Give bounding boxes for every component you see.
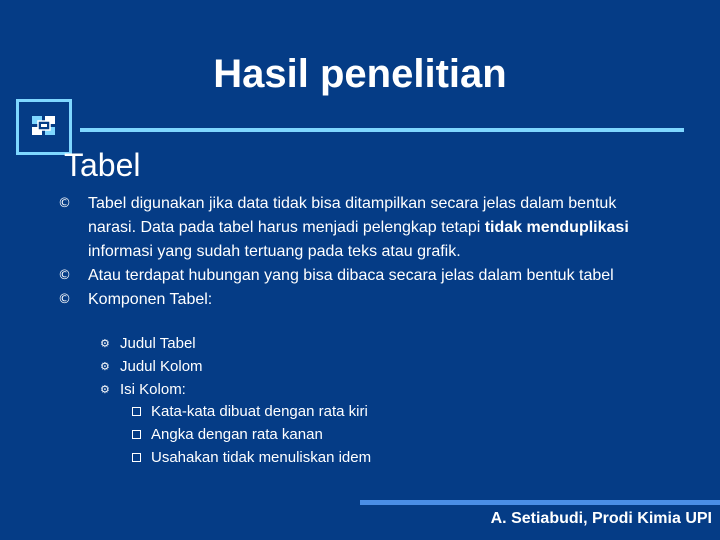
bullet-text: Atau terdapat hubungan yang bisa dibaca secara jelas dalam bentuk tabel (88, 267, 614, 284)
sub-bullet-text: Isi Kolom: (120, 381, 186, 398)
bullet-marker: © (58, 292, 71, 307)
sub-sub-bullet-item (130, 423, 530, 446)
slide-title: Hasil penelitian (213, 52, 507, 96)
sub-sub-bullet-text: Kata-kata dibuat dengan rata kiri (151, 403, 368, 420)
bullet-text-end: informasi yang sudah tertuang pada teks atau grafik. (88, 243, 461, 260)
bullet-marker: © (58, 196, 71, 211)
sub-sub-bullet-item (130, 400, 530, 423)
sub-bullet-item (100, 355, 600, 378)
square-bullet-icon (132, 453, 141, 462)
section-heading: Tabel (64, 147, 141, 183)
sub-sub-bullet-text: Angka dengan rata kanan (151, 426, 323, 443)
sub-bullet-list (100, 332, 600, 401)
bullet-marker: © (58, 268, 71, 283)
sub-bullet-text: Judul Tabel (120, 335, 196, 352)
sub-bullet-item (100, 378, 600, 401)
sub-bullet-marker-icon: ⚙ (100, 360, 110, 373)
footer-credit: A. Setiabudi, Prodi Kimia UPI (490, 510, 712, 527)
title-rule (80, 128, 684, 132)
bullet-text-start: Tabel digunakan jika data tidak bisa ditampilkan secara jelas dalam bentuk narasi. Data pada tabel harus menjadi pelengkap tetapi (88, 195, 617, 236)
sub-sub-bullet-list (130, 400, 530, 469)
sub-sub-bullet-item (130, 446, 530, 469)
bullet-item (58, 288, 658, 312)
square-bullet-icon (132, 430, 141, 439)
footer-rule (360, 500, 720, 505)
bullet-text: Komponen Tabel: (88, 291, 213, 308)
bullet-item (58, 264, 658, 288)
square-bullet-icon (132, 407, 141, 416)
bullet-item (58, 192, 658, 264)
sub-bullet-marker-icon: ⚙ (100, 383, 110, 396)
main-bullet-list (58, 192, 658, 312)
sub-bullet-text: Judul Kolom (120, 358, 203, 375)
sub-bullet-marker-icon: ⚙ (100, 337, 110, 350)
bullet-bold-text: tidak menduplikasi (484, 219, 629, 236)
sub-bullet-item (100, 332, 600, 355)
sub-sub-bullet-text: Usahakan tidak menuliskan idem (151, 449, 372, 466)
